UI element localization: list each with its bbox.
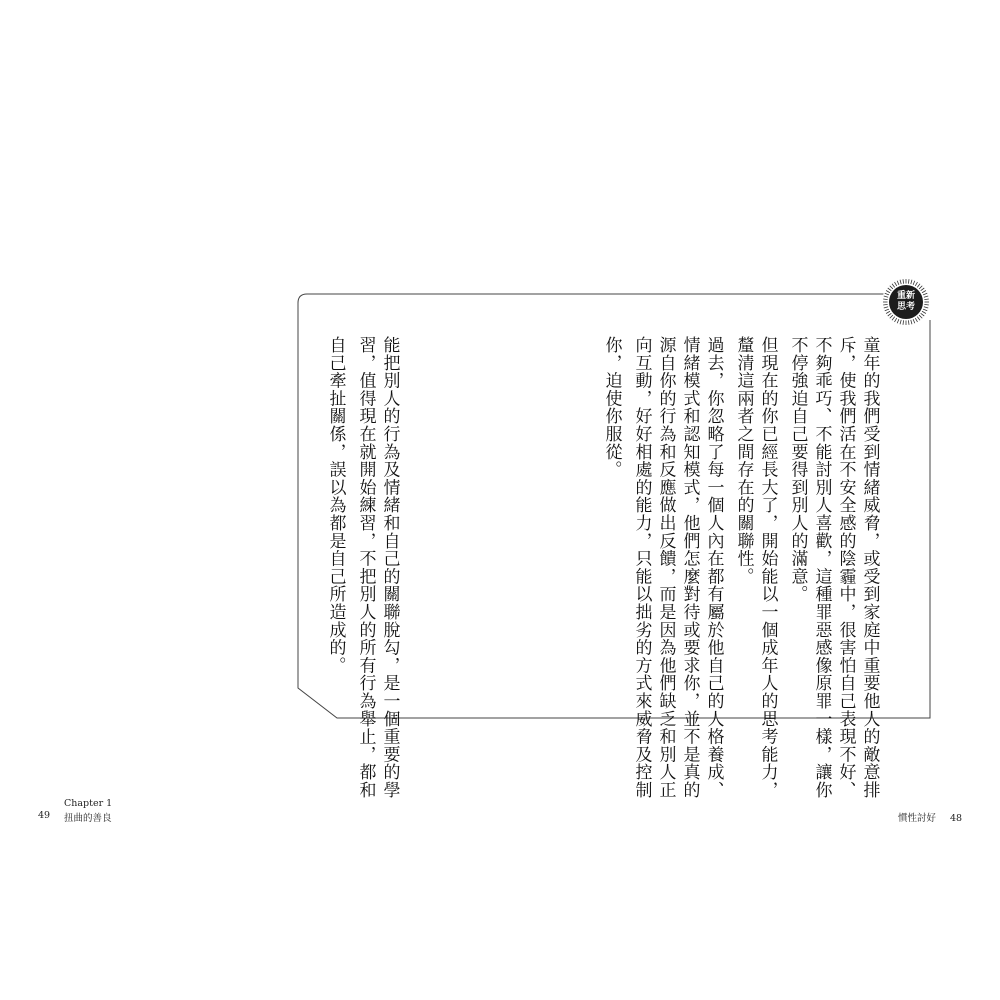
- text-column: 情緒模式和認知模式，他們怎麼對待或要求你，並不是真的: [679, 336, 700, 799]
- text-column: 向互動，好好相處的能力，只能以拙劣的方式來威脅及控制: [631, 336, 652, 799]
- badge-line-1: 重新: [896, 291, 915, 301]
- badge-label: [889, 285, 923, 319]
- text-column: 過去，你忽略了每一個人內在都有屬於他自己的人格養成、: [703, 336, 724, 799]
- text-column: 源自你的行為和反應做出反饋，而是因為他們缺乏和別人正: [655, 336, 676, 799]
- text-column: 能把別人的行為及情緒和自己的關聯脫勾，是一個重要的學: [379, 336, 400, 799]
- text-column: 習，值得現在就開始練習，不把別人的所有行為舉止，都和: [355, 336, 376, 799]
- chapter-subtitle: 扭曲的善良: [64, 813, 112, 824]
- text-column: 釐清這兩者之間存在的關聯性。: [733, 336, 754, 586]
- text-column: 不夠乖巧、不能討別人喜歡，這種罪惡感像原罪一樣，讓你: [811, 336, 832, 799]
- page-number-right: 48: [950, 813, 963, 824]
- rethink-badge: [882, 278, 930, 326]
- running-title: 慣性討好: [898, 813, 937, 824]
- text-column: 斥，使我們活在不安全感的陰霾中，很害怕自己表現不好、: [835, 336, 856, 799]
- text-column: 童年的我們受到情緒威脅，或受到家庭中重要他人的敵意排: [859, 336, 880, 799]
- text-column: 自己牽扯關係，誤以為都是自己所造成的。: [325, 336, 346, 675]
- chapter-label: Chapter 1: [64, 798, 113, 809]
- text-column: 不停強迫自己要得到別人的滿意。: [787, 336, 808, 603]
- text-column: 但現在的你已經長大了，開始能以一個成年人的思考能力，: [757, 336, 778, 799]
- text-column: 你，迫使你服從。: [601, 336, 622, 479]
- footer-right: [898, 810, 962, 824]
- badge-line-2: 思考: [896, 302, 915, 312]
- page-number-left: 49: [38, 810, 51, 821]
